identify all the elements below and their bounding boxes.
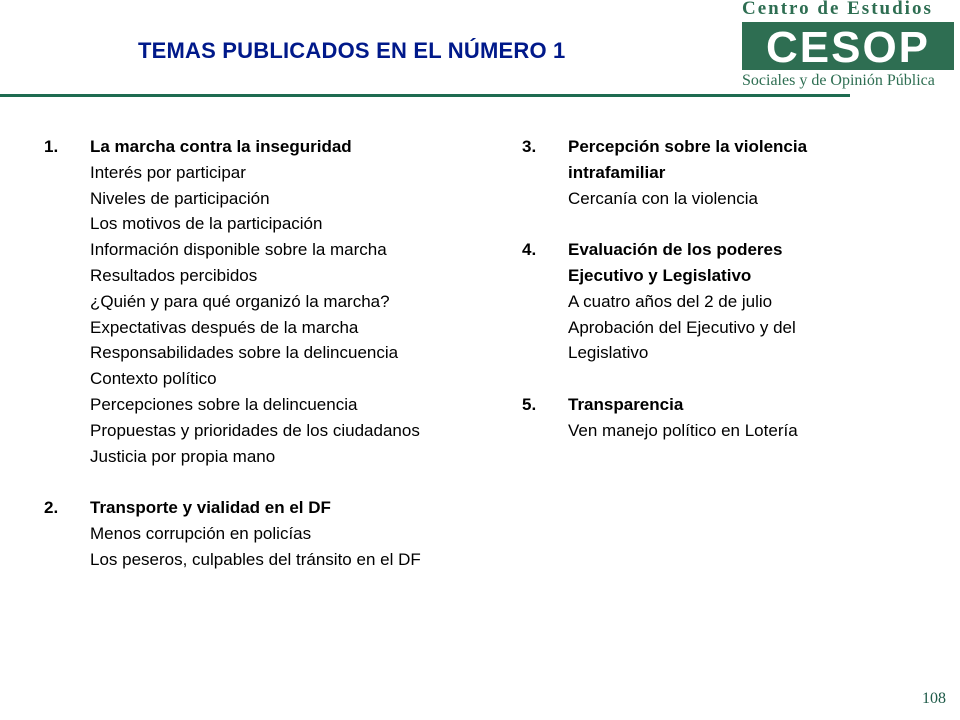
topic-item: Justicia por propia mano (90, 446, 276, 466)
topic-item: Ven manejo político en Lotería (568, 420, 798, 440)
topic-section-2 (44, 495, 484, 572)
logo-mark-text: CESOP (765, 23, 931, 70)
topic-number: 3. (522, 137, 537, 156)
topic-item: A cuatro años del 2 de julio (568, 291, 773, 311)
header-divider (0, 94, 850, 97)
topic-number: 5. (522, 394, 537, 414)
topic-item: Interés por participar (90, 162, 246, 182)
topic-item: Responsabilidades sobre la delincuencia (90, 343, 399, 363)
topic-item: Los peseros, culpables del tránsito en el DF (90, 549, 421, 569)
page-title: TEMAS PUBLICADOS EN EL NÚMERO 1 (138, 38, 566, 63)
topic-title: Evaluación de los poderes Ejecutivo y Legislativo (568, 240, 783, 285)
topic-item: Menos corrupción en policías (90, 523, 312, 543)
topic-item: Información disponible sobre la marcha (90, 240, 387, 260)
topic-number: 4. (522, 240, 537, 260)
topic-item: Contexto político (90, 369, 217, 389)
topic-number: 2. (44, 498, 59, 518)
topic-title: Transporte y vialidad en el DF (90, 498, 331, 518)
topic-title: Transparencia (568, 394, 684, 414)
topic-item: Resultados percibidos (90, 265, 258, 285)
logo-top-text: Centro de Estudios (742, 0, 933, 19)
logo-mark (742, 22, 954, 70)
topic-item: Los motivos de la participación (90, 214, 323, 234)
cesop-logo (732, 0, 960, 96)
topic-section-1 (44, 134, 484, 469)
topic-item: Expectativas después de la marcha (90, 317, 359, 337)
page-number: 108 (922, 690, 946, 707)
topic-item: Percepciones sobre la delincuencia (90, 394, 358, 414)
topic-item: ¿Quién y para qué organizó la marcha? (90, 291, 390, 311)
topic-item: Niveles de participación (90, 188, 270, 208)
topic-item: Cercanía con la violencia (568, 188, 758, 208)
topic-item: Propuestas y prioridades de los ciudadanos (90, 420, 420, 440)
topic-item: Aprobación del Ejecutivo y del Legislativo (568, 317, 796, 363)
topic-section-5 (522, 392, 862, 444)
logo-mark-graphic (742, 22, 954, 70)
logo-bottom-text: Sociales y de Opinión Pública (742, 72, 935, 89)
topic-section-4 (522, 237, 862, 366)
topic-section-3 (522, 134, 862, 211)
topics-column-left (44, 134, 484, 598)
topic-number: 1. (44, 137, 59, 156)
topics-column-right (522, 134, 862, 469)
topic-title: La marcha contra la inseguridad (90, 137, 352, 156)
topic-title: Percepción sobre la violencia intrafamiliar (568, 137, 808, 182)
